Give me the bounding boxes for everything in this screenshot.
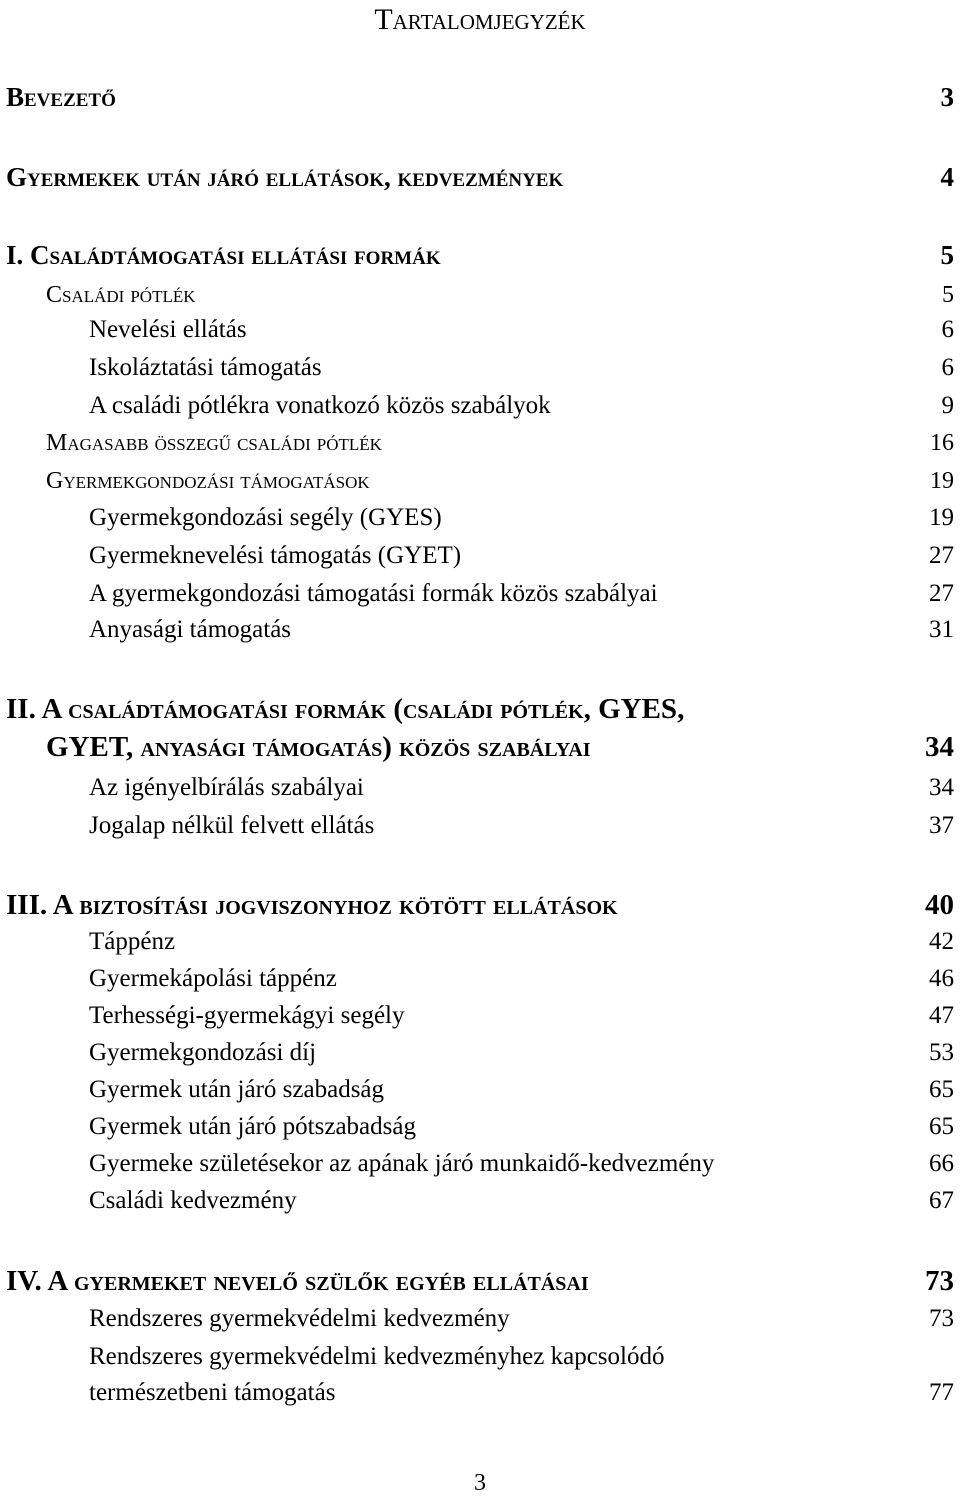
toc-entry-page: 4 <box>940 162 954 192</box>
toc-entry-page: 47 <box>929 1002 954 1029</box>
toc-entry-line <box>6 1341 954 1373</box>
toc-section <box>6 428 954 458</box>
toc-entry-page: 73 <box>925 1265 954 1297</box>
toc-entry-page: 6 <box>941 316 954 343</box>
toc-entry-page: 16 <box>930 430 954 456</box>
toc-entry-line <box>6 1377 954 1409</box>
toc-entry-page: 37 <box>929 812 954 839</box>
toc-entry <box>6 314 954 346</box>
toc-entry-title: Gyermekápolási táppénz <box>89 965 337 992</box>
toc-entry-page: 66 <box>929 1150 954 1177</box>
toc-entry-title: Magasabb összegű családi pótlék <box>46 430 382 456</box>
toc-entry-title: III. A biztosítási jogviszonyhoz kötött ellátások <box>6 889 618 921</box>
toc-chapter-line <box>6 690 954 728</box>
toc-entry <box>6 1074 954 1106</box>
toc-entry-title: A gyermekgondozási támogatási formák közös szabályai <box>89 580 658 607</box>
toc-entry <box>6 1000 954 1032</box>
toc-entry <box>6 1148 954 1180</box>
toc-chapter <box>6 690 954 766</box>
toc-entry <box>6 1111 954 1143</box>
toc-entry-page: 34 <box>929 774 954 801</box>
toc-entry-page: 3 <box>940 82 954 112</box>
toc-section <box>6 280 954 310</box>
toc-entry <box>6 502 954 534</box>
toc-chapter-line <box>6 728 954 766</box>
toc-entry-title: Gyermekek után járó ellátások, kedvezmények <box>6 162 564 192</box>
toc-entry-title: II. A családtámogatási formák (családi pótlék, GYES, <box>6 693 685 725</box>
toc-entry-title: Gyermeke születésekor az apának járó munkaidő-kedvezmény <box>89 1150 715 1177</box>
toc-chapter <box>6 886 954 924</box>
toc-section <box>6 466 954 496</box>
toc-entry <box>6 772 954 804</box>
toc-entry-page: 5 <box>940 240 954 270</box>
toc-entry <box>6 352 954 384</box>
toc-entry-title: A családi pótlékra vonatkozó közös szabályok <box>89 392 551 419</box>
toc-entry-page: 19 <box>930 468 954 494</box>
toc-entry <box>6 578 954 610</box>
toc-entry-page: 27 <box>929 542 954 569</box>
toc-entry-title: Táppénz <box>89 928 176 955</box>
toc-entry <box>6 1037 954 1069</box>
toc-entry-title-cont: természetbeni támogatás <box>89 1379 336 1406</box>
toc-entry-page: 42 <box>929 928 954 955</box>
toc-entry-page: 19 <box>929 504 954 531</box>
toc-entry-title-cont: GYET, anyasági támogatás) közös szabályai <box>46 731 591 763</box>
toc-entry-title: Gyermek után járó pótszabadság <box>89 1113 416 1140</box>
page-number: 3 <box>474 1470 486 1496</box>
toc-entry <box>6 963 954 995</box>
toc-entry-title: Gyermeknevelési támogatás (GYET) <box>89 542 462 569</box>
toc-entry-title: Családi pótlék <box>46 282 196 308</box>
toc-entry <box>6 160 954 194</box>
toc-entry <box>6 810 954 842</box>
toc-entry-title: Anyasági támogatás <box>89 616 292 643</box>
toc-entry <box>6 926 954 958</box>
toc-entry-page: 67 <box>929 1187 954 1214</box>
toc-entry <box>6 1341 954 1409</box>
toc-title: Tartalomjegyzék <box>374 3 586 36</box>
toc-entry <box>6 390 954 422</box>
toc-entry-page: 77 <box>929 1379 954 1406</box>
toc-entry <box>6 614 954 646</box>
toc-entry-title: Gyermek után járó szabadság <box>89 1076 385 1103</box>
toc-entry <box>6 80 954 114</box>
toc-entry-title: Gyermekgondozási díj <box>89 1039 317 1066</box>
toc-entry-title: IV. A gyermeket nevelő szülők egyéb ellátásai <box>6 1265 589 1297</box>
toc-entry-page: 9 <box>941 392 954 419</box>
toc-entry-page: 73 <box>929 1305 954 1332</box>
toc-entry-title: Jogalap nélkül felvett ellátás <box>89 812 375 839</box>
toc-chapter <box>6 238 954 272</box>
toc-entry <box>6 1303 954 1335</box>
toc-entry-page: 31 <box>929 616 954 643</box>
toc-entry-page: 34 <box>925 731 954 763</box>
toc-entry-page: 65 <box>929 1113 954 1140</box>
toc-entry-page: 6 <box>941 354 954 381</box>
toc-entry-title: Az igényelbírálás szabályai <box>89 774 364 801</box>
toc-entry-title: Iskoláztatási támogatás <box>89 354 322 381</box>
toc-entry-page: 5 <box>942 282 954 308</box>
toc-entry-page: 40 <box>925 889 954 921</box>
toc-chapter <box>6 1262 954 1300</box>
toc-entry <box>6 1185 954 1217</box>
toc-entry-title: Rendszeres gyermekvédelmi kedvezményhez kapcsolódó <box>89 1343 665 1370</box>
toc-entry-title: Családi kedvezmény <box>89 1187 297 1214</box>
toc-entry-title: Nevelési ellátás <box>89 316 247 343</box>
toc-entry-title: Rendszeres gyermekvédelmi kedvezmény <box>89 1305 510 1332</box>
toc-entry-title: I. Családtámogatási ellátási formák <box>6 240 441 270</box>
toc-entry-page: 27 <box>929 580 954 607</box>
toc-entry-title: Gyermekgondozási segély (GYES) <box>89 504 442 531</box>
toc-entry-title: Terhességi-gyermekágyi segély <box>89 1002 405 1029</box>
toc-entry-page: 65 <box>929 1076 954 1103</box>
toc-entry-page: 46 <box>929 965 954 992</box>
toc-entry-page: 53 <box>929 1039 954 1066</box>
toc-entry-title: Bevezető <box>6 82 116 112</box>
toc-entry <box>6 540 954 572</box>
toc-entry-title: Gyermekgondozási támogatások <box>46 468 370 494</box>
